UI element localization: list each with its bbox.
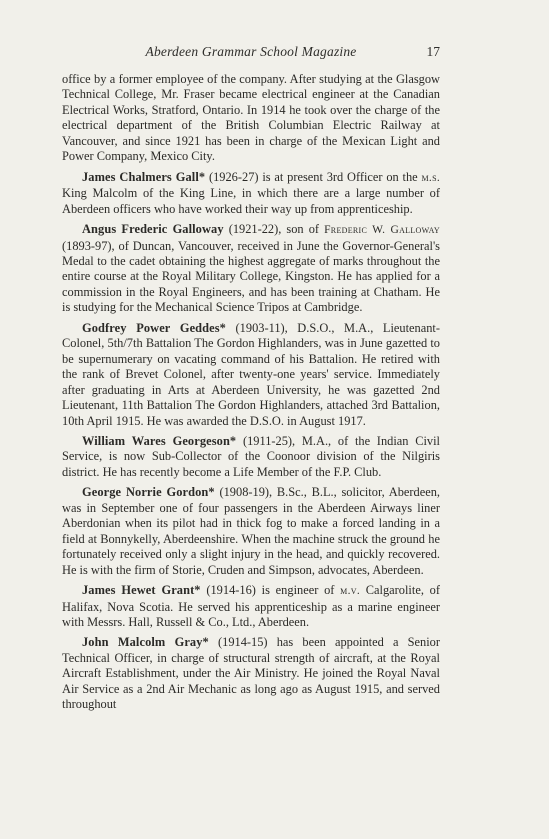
entry-name: William Wares Georgeson* xyxy=(82,433,237,448)
entry-text: (1921-22), son of xyxy=(223,222,325,237)
entry-text: (1893-97), of Duncan, Vancouver, received in June the Governor-General's Medal to the cadet obtaining the highest aggregate of marks throughout the entire course at the Royal Military College, Kingston. He has applied for a commission in the Royal Engineers, and has been training at Chatham. He is studying for the Mechanical Science Tripos at Cambridge. xyxy=(62,238,440,315)
entry-paragraph-continuation xyxy=(62,72,440,165)
entry-paragraph xyxy=(62,222,440,316)
running-title: Aberdeen Grammar School Magazine xyxy=(145,44,357,59)
entry-name: Angus Frederic Galloway xyxy=(82,222,224,237)
entry-text: Calgarolite, of Halifax, Nova Scotia. He served his apprenticeship as a marine engineer with Messrs. Hall, Russell & Co., Ltd., Aberdeen. xyxy=(62,583,440,629)
entry-name: James Chalmers Gall* xyxy=(82,169,206,184)
entry-text: office by a former employee of the company. After studying at the Glasgow Technical College, Mr. Fraser became electrical engineer at the Canadian Electrical Works, Stratford, Ontario. In 1914 he took over the charge of the electrical department of the British Columbian Electric Railway at Vancouver, and since 1921 has been in charge of the Mexican Light and Power Company, Mexico City. xyxy=(62,72,440,164)
entry-paragraph xyxy=(62,434,440,480)
entry-name: Godfrey Power Geddes* xyxy=(82,320,226,335)
entry-paragraph xyxy=(62,485,440,578)
entry-small-caps: m.s. xyxy=(421,171,440,184)
running-head xyxy=(62,44,440,64)
entry-small-caps: m.v. xyxy=(340,585,361,598)
entry-text: (1908-19), B.Sc., B.L., solicitor, Aberdeen, was in September one of four passengers in the Aberdeen Airways liner Aberdonian when its pilot had in thick fog to make a forced landing in a field at Bonnykelly, Aberdeenshire. When the machine struck the ground he fortunately received only a slight injury in the head, and quickly recovered. He is with the firm of Storie, Cruden and Simpson, advocates, Aberdeen. xyxy=(62,485,440,577)
page-number: 17 xyxy=(426,44,440,59)
entry-name: George Norrie Gordon* xyxy=(82,485,215,500)
entry-text: (1903-11), D.S.O., M.A., Lieutenant-Colonel, 5th/7th Battalion The Gordon Highlanders, was in June gazetted to be supernumerary on vacating command of his Battalion. He retired with the rank of Brevet Colonel, after twenty-one years' service. Immediately after graduating in Arts at Aberdeen University, he was gazetted 2nd Lieutenant, 11th Battalion The Gordon Highlanders, attached 3rd Battalion, 10th April 1915. He was awarded the D.S.O. in August 1917. xyxy=(62,320,440,428)
entry-paragraph xyxy=(62,635,440,712)
entry-paragraph xyxy=(62,321,440,429)
entry-text: (1911-25), M.A., of the Indian Civil Service, is now Sub-Collector of the Coonoor division of the Nilgiris district. He has recently become a Life Member of the F.P. Club. xyxy=(62,433,440,479)
entry-paragraph xyxy=(62,170,440,217)
body-text xyxy=(62,72,440,718)
entry-text: (1914-16) is engineer of xyxy=(200,583,341,598)
entry-name: James Hewet Grant* xyxy=(82,583,201,598)
entry-name: John Malcolm Gray* xyxy=(82,635,209,650)
entry-paragraph xyxy=(62,583,440,630)
entry-text: (1926-27) is at present 3rd Officer on the xyxy=(205,169,422,184)
entry-text: King Malcolm of the King Line, in which there are a large number of Aberdeen officers who have worked their way up from apprenticeship. xyxy=(62,186,440,216)
entry-text: (1914-15) has been appointed a Senior Technical Officer, in charge of structural strength of aircraft, at the Royal Aircraft Establishment, under the Air Ministry. He joined the Royal Naval Air Service as a 2nd Air Mechanic as long ago as August 1915, and served throughout xyxy=(62,635,440,712)
entry-small-caps: Frederic W. Galloway xyxy=(324,224,441,237)
